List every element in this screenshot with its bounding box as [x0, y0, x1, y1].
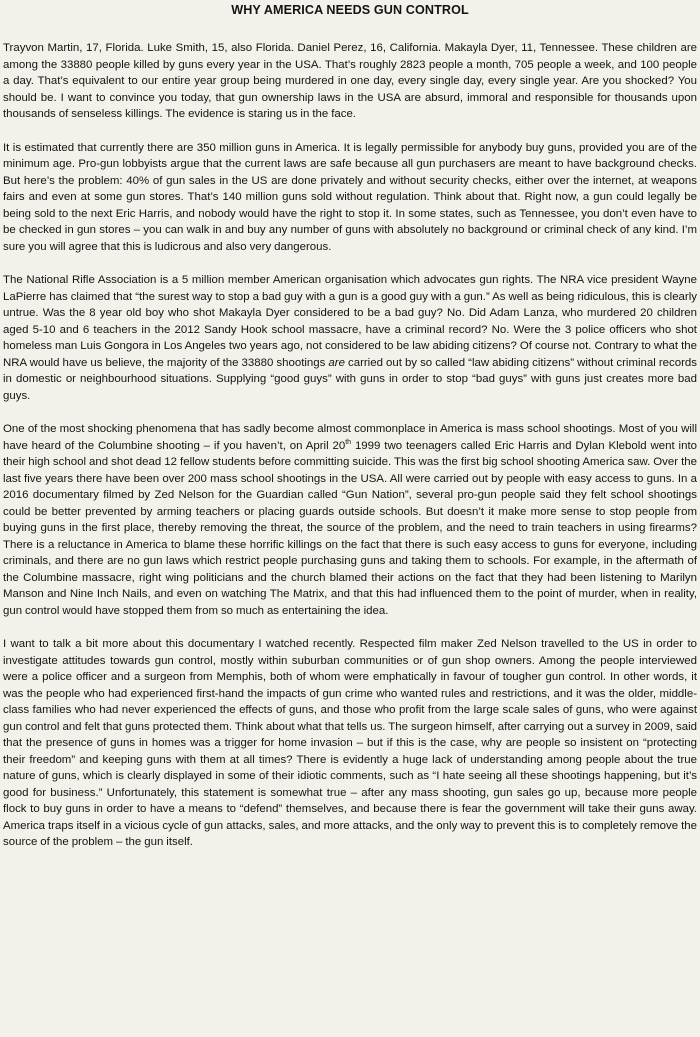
paragraph-4 — [3, 421, 697, 619]
paragraph-3 — [3, 272, 697, 404]
paragraph-2: It is estimated that currently there are 350 million guns in America. It is legally permissible for anybody buy guns, provided you are of the minimum age. Pro-gun lobbyists argue that the current laws are safe because all gun purchasers are meant to have background checks. But here’s the problem: 40% of gun sales in the US are done privately and without security checks, either over the internet, at weapons fairs and even at some gun stores. That’s 140 million guns sold without regulation. Think about that. Right now, a gun could legally be being sold to the next Eric Harris, and nobody would have the right to stop it. In some states, such as Tennessee, you don’t even have to be checked in gun stores – you can walk in and buy any number of guns with absolutely no background or criminal check of any kind. I’m sure you will agree that this is ludicrous and also very dangerous. — [3, 141, 697, 253]
paragraph-4-superscript: th — [345, 438, 352, 446]
document-title: WHY AMERICA NEEDS GUN CONTROL — [231, 3, 469, 17]
paragraph-3-emphasis: are — [328, 356, 345, 369]
paragraph-4-text-b: 1999 two teenagers called Eric Harris and Dylan Klebold went into their high school and shot dead 12 fellow students before committing suicide. This was the first big school shooting America saw. Over the last five years there have been over 200 mass school shootings in the USA. All were carried out by people with easy access to guns. In a 2016 documentary filmed by Zed Nelson for the Guardian called “Gun Nation”, several pro-gun people said they felt school shootings could be better prevented by arming teachers or placing guards outside schools. But doesn’t it make more sense to stop people from buying guns in the first place, thereby removing the threat, the source of the problem, and the need to train teachers in using firearms? There is a reluctance in America to blame these horrific killings on the fact that there is such easy access to guns for everyone, including criminals, and there are no gun laws which restrict people purchasing guns and taking them to schools. For example, in the aftermath of the Columbine massacre, right wing politicians and the church blamed their actions on the fact that they had been listening to Marilyn Manson and Nine Inch Nails, and even on watching The Matrix, and that this had influenced them to the point of murder, when in reality, gun control would have stopped them from so much as entertaining the idea. — [3, 439, 697, 617]
paragraph-1: Trayvon Martin, 17, Florida. Luke Smith, 15, also Florida. Daniel Perez, 16, California. Makayla Dyer, 11, Tennessee. These children are among the 33880 people killed by guns every year in the USA. That’s roughly 2823 people a month, 705 people a week, and 100 people a day. That’s equivalent to our entire year group being murdered in one day, every single day, every single year. Are you shocked? You should be. I want to convince you today, that gun ownership laws in the USA are absurd, immoral and responsible for thousands upon thousands of senseless killings. The evidence is staring us in the face. — [3, 42, 697, 120]
paragraph-5: I want to talk a bit more about this documentary I watched recently. Respected film maker Zed Nelson travelled to the US in order to investigate attitudes towards gun control, mostly within suburban communities or of gun shop owners. Among the people interviewed were a police officer and a surgeon from Memphis, both of whom were emphatically in favour of tougher gun control. In other words, it was the people who had experienced first-hand the impacts of gun crime who wanted rules and restrictions, and it was the older, middle-class families who had never experienced the effects of guns, and those who profit from the large scale sales of guns, who were against gun control and felt that guns protected them. Think about what that tells us. The surgeon himself, after carrying out a survey in 2009, said that the presence of guns in homes was a trigger for home invasion – but if this is the case, why are people so insistent on “protecting their freedom” and keeping guns with them at all times? There is evidently a huge lack of understanding among people about the true nature of guns, which is clearly displayed in some of their idiotic comments, such as “I hate seeing all these shootings happening, but it’s good for business.” Unfortunately, this statement is somewhat true – after any mass shooting, gun sales go up, because more people flock to buy guns in order to have a means to “defend” themselves, and because there is fear the government will take their guns away. America traps itself in a vicious cycle of gun attacks, sales, and more attacks, and the only way to prevent this is to completely remove the source of the problem – the gun itself. — [3, 638, 697, 848]
paragraph-4-text-a: One of the most shocking phenomena that has sadly become almost commonplace in America is mass school shootings. Most of you will have heard of the Columbine shooting – if you haven’t, on April 20 — [3, 423, 697, 452]
paragraph-3-text-a: The National Rifle Association is a 5 million member American organisation which advocates gun rights. The NRA vice president Wayne LaPierre has claimed that “the surest way to stop a bad guy with a gun is a good guy with a gun.” As well as being ridiculous, this is clearly untrue. Was the 8 year old boy who shot Makayla Dyer considered to be a bad guy? No. Did Adam Lanza, who murdered 20 children aged 5-10 and 6 teachers in the 2012 Sandy Hook school massacre, have a criminal record? No. Were the 3 police officers who shot homeless man Luis Gongora in Los Angeles two years ago, not considered to be law abiding citizens? Of course not. Contrary to what the NRA would have us believe, the majority of the 33880 shootings — [3, 274, 697, 369]
paragraph-3-text-b: carried out by so called “law abiding citizens” without criminal records in domestic or neighbourhood situations. Supplying “good guys” with guns in order to stop “bad guys” with guns just creates more bad guys. — [3, 356, 697, 402]
